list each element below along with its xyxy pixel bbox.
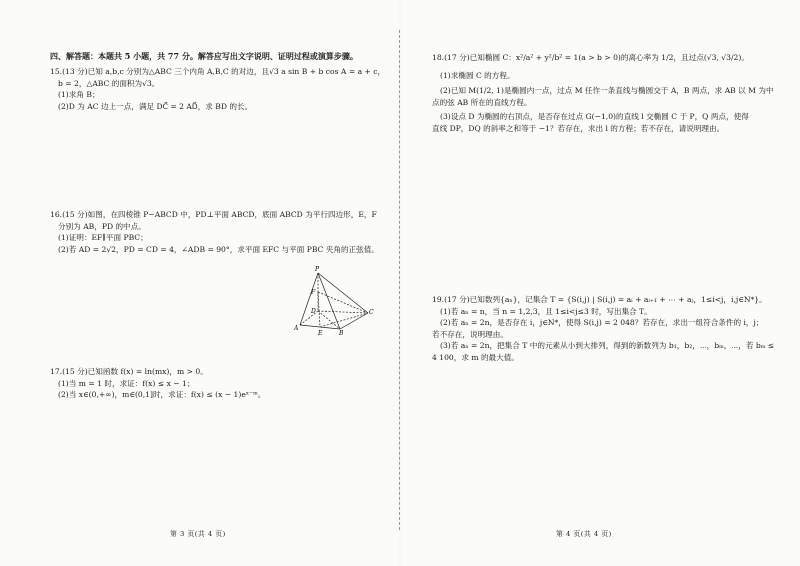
- q16-line2: 分别为 AB，PD 的中点。: [58, 221, 146, 231]
- q19-part2-line1: (2)若 aₙ = 2n，是否存在 i，j∈N*，使得 S(i,j) = 2 048？若存在，求出一组符合条件的 i，j；: [440, 318, 764, 328]
- label-p: P: [315, 266, 320, 273]
- q19-part3-line2: 4 100，求 m 的最大值。: [432, 352, 519, 362]
- label-e: E: [318, 330, 323, 337]
- edge-ec: [320, 313, 368, 327]
- q18-part3-line2: 直线 DP，DQ 的斜率之和等于 −1？若存在，求出 l 的方程；若不存在，请说明理由。: [432, 123, 725, 133]
- q16-part1: (1)证明：EF∥平面 PBC；: [58, 233, 148, 243]
- q18-part2-line1: (2)已知 M(1/2, 1)是椭圆内一点，过点 M 任作一条直线与椭圆交于 A，B 两点，求 AB 以 M 为中: [440, 86, 774, 96]
- question-15: [50, 66, 386, 112]
- q15-part1: (1)求角 B；: [58, 90, 100, 100]
- q18-part1: (1)求椭圆 C 的方程。: [440, 70, 515, 80]
- page-number-right: 第 4 页(共 4 页): [556, 530, 612, 538]
- q15-line1: 15.(13 分)已知 a,b,c 分别为△ABC 三个内角 A,B,C 的对边，且√3 a sin B + b cos A = a + c，: [50, 67, 386, 76]
- edge-bc: [340, 313, 368, 329]
- edge-fc: [318, 292, 368, 313]
- edge-dc: [318, 311, 368, 313]
- q17-line1: 17.(15 分)已知函数 f(x) = ln(mx)，m > 0。: [50, 367, 208, 376]
- label-f: F: [311, 289, 316, 296]
- section-heading: 四、解答题：本题共 5 小题，共 77 分。解答应写出文字说明、证明过程或演算步骤。: [50, 51, 358, 61]
- question-16: [50, 209, 380, 255]
- q18-part2-line2: 点的弦 AB 所在的直线方程。: [432, 97, 532, 107]
- q19-part2-line2: 若不存在，说明理由。: [432, 329, 508, 339]
- label-b: B: [339, 330, 344, 337]
- label-a: A: [294, 325, 299, 332]
- label-d: D: [311, 308, 316, 315]
- q17-part1: (1)当 m = 1 时，求证：f(x) ≤ x − 1；: [58, 378, 195, 388]
- q16-line1: 16.(15 分)如图，在四棱锥 P−ABCD 中，PD⊥平面 ABCD，底面 ABCD 为平行四边形，E，F: [50, 210, 377, 219]
- pyramid-diagram: [296, 267, 374, 335]
- page-divider: [399, 30, 400, 530]
- pyramid-figure: [296, 267, 374, 335]
- edge-pa: [300, 273, 318, 325]
- q18-part3-line1: (3)设点 D 为椭圆的右顶点，是否存在过点 G(−1,0)的直线 l 交椭圆 C 于 P，Q 两点，使得: [440, 112, 749, 122]
- q19-part1: (1)若 aₙ = n，当 n = 1,2,3，且 1≤i<j≤3 时，写出集合 T。: [440, 306, 652, 316]
- q16-part2: (2)若 AD = 2√2，PD = CD = 4，∠ADB = 90°，求平面 EFC 与平面 PBC 夹角的正弦值。: [58, 244, 379, 254]
- q19-part3-line1: (3)若 aₙ = 2n，把集合 T 中的元素从小到大排列，得到的新数列为 b₁，b₂，⋯，bₘ，⋯，若 bₘ ≤: [440, 341, 775, 351]
- q15-line2: b = 2，△ABC 的面积为√3。: [58, 78, 160, 88]
- q19-line1: 19.(17 分)已知数列{aₙ}，记集合 T = {S(i,j) | S(i,j) = aᵢ + aᵢ₊₁ + ⋯ + aⱼ，1≤i<j，i,j∈N*}。: [432, 295, 767, 304]
- page-number-left: 第 3 页(共 4 页): [170, 530, 226, 538]
- question-18: [432, 52, 774, 135]
- question-17: [50, 366, 380, 401]
- question-19: [432, 294, 775, 364]
- q18-line1: 18.(17 分)已知椭圆 C：x²/a² + y²/b² = 1(a > b > 0)的离心率为 1/2，且过点(√3, √3/2)。: [432, 53, 749, 62]
- q15-part2: (2)D 为 AC 边上一点，满足 DC⃗ = 2 AD⃗，求 BD 的长。: [58, 101, 253, 111]
- label-c: C: [369, 309, 374, 316]
- q17-part2: (2)当 x∈(0,+∞)，m∈(0,1]时，求证：f(x) ≤ (x − 1)eˣ⁻ᵐ。: [58, 390, 266, 400]
